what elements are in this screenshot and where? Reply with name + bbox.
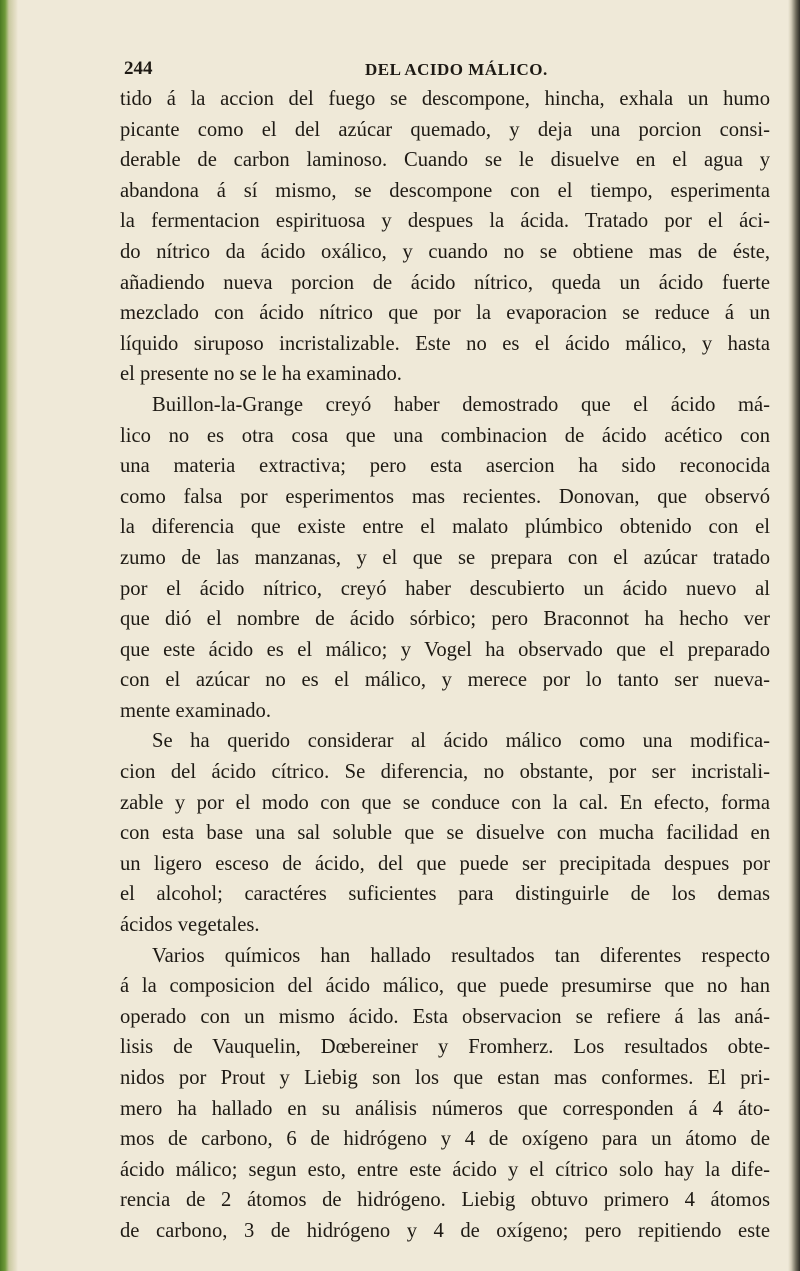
text-line: á la composicion del ácido málico, que puede presumirse que no han [120, 975, 770, 998]
text-line: como falsa por esperimentos mas recientes. Donovan, que observó [120, 485, 770, 508]
text-line: la diferencia que existe entre el malato plúmbico obtenido con el [120, 516, 770, 539]
text-line: mente examinado. [120, 699, 271, 722]
text-line: el alcohol; caractéres suficientes para distinguirle de los demas [120, 883, 770, 906]
text-line: ácidos vegetales. [120, 914, 260, 937]
running-head: DEL ACIDO MÁLICO. [365, 60, 548, 79]
page-number: 244 [124, 58, 153, 79]
text-line: de carbono, 3 de hidrógeno y 4 de oxígeno; pero repitiendo este [120, 1219, 770, 1242]
text-line: tido á la accion del fuego se descompone, hincha, exhala un humo [120, 88, 770, 110]
text-line: un ligero esceso de ácido, del que puede ser precipitada despues por [120, 852, 770, 875]
text-line: por el ácido nítrico, creyó haber descubierto un ácido nuevo al [120, 577, 770, 600]
text-line: do nítrico da ácido oxálico, y cuando no se obtiene mas de éste, [120, 240, 770, 263]
text-line: que este ácido es el málico; y Vogel ha observado que el preparado [120, 638, 770, 661]
text-line: operado con un mismo ácido. Esta observacion se refiere á las aná- [120, 1005, 770, 1028]
text-line: la fermentacion espirituosa y despues la ácida. Tratado por el áci- [120, 210, 770, 233]
text-line: rencia de 2 átomos de hidrógeno. Liebig obtuvo primero 4 átomos [120, 1189, 770, 1212]
text-line: cion del ácido cítrico. Se diferencia, no obstante, por ser incristali- [120, 761, 770, 784]
text-line: lico no es otra cosa que una combinacion de ácido acético con [120, 424, 770, 447]
text-line: con el azúcar no es el málico, y merece por lo tanto ser nueva- [120, 669, 770, 692]
text-line: ácido málico; segun esto, entre este ácido y el cítrico solo hay la dife- [120, 1158, 770, 1181]
text-line: Buillon-la-Grange creyó haber demostrado que el ácido má- [152, 393, 770, 416]
text-line: picante como el del azúcar quemado, y deja una porcion consi- [120, 118, 770, 141]
page-right-edge [788, 0, 800, 1271]
text-line: mero ha hallado en su análisis números que corresponden á 4 áto- [120, 1097, 770, 1120]
text-line: líquido siruposo incristalizable. Este no es el ácido málico, y hasta [120, 332, 770, 355]
text-line: una materia extractiva; pero esta asercion ha sido reconocida [120, 455, 770, 478]
body-text [120, 84, 770, 1247]
text-line: con esta base una sal soluble que se disuelve con mucha facilidad en [120, 822, 770, 845]
text-line: Varios químicos han hallado resultados tan diferentes respecto [152, 944, 770, 967]
text-line: mezclado con ácido nítrico que por la evaporacion se reduce á un [120, 302, 770, 325]
text-line: abandona á sí mismo, se descompone con el tiempo, esperimenta [120, 179, 770, 202]
text-line: zumo de las manzanas, y el que se prepara con el azúcar tratado [120, 546, 770, 569]
text-line: nidos por Prout y Liebig son los que estan mas conformes. El pri- [120, 1067, 770, 1089]
text-line: derable de carbon laminoso. Cuando se le disuelve en el agua y [120, 149, 770, 172]
text-line: Se ha querido considerar al ácido málico como una modifica- [152, 730, 770, 753]
text-line: añadiendo nueva porcion de ácido nítrico, queda un ácido fuerte [120, 271, 770, 294]
text-line: lisis de Vauquelin, Dœbereiner y Fromherz. Los resultados obte- [120, 1036, 770, 1059]
page-header [120, 58, 770, 82]
book-page [120, 58, 770, 1247]
text-line: mos de carbono, 6 de hidrógeno y 4 de oxígeno para un átomo de [120, 1128, 770, 1151]
page-binding-edge [0, 0, 18, 1271]
text-line: el presente no se le ha examinado. [120, 363, 402, 386]
text-line: que dió el nombre de ácido sórbico; pero Braconnot ha hecho ver [120, 608, 770, 631]
text-line: zable y por el modo con que se conduce con la cal. En efecto, forma [120, 791, 770, 814]
